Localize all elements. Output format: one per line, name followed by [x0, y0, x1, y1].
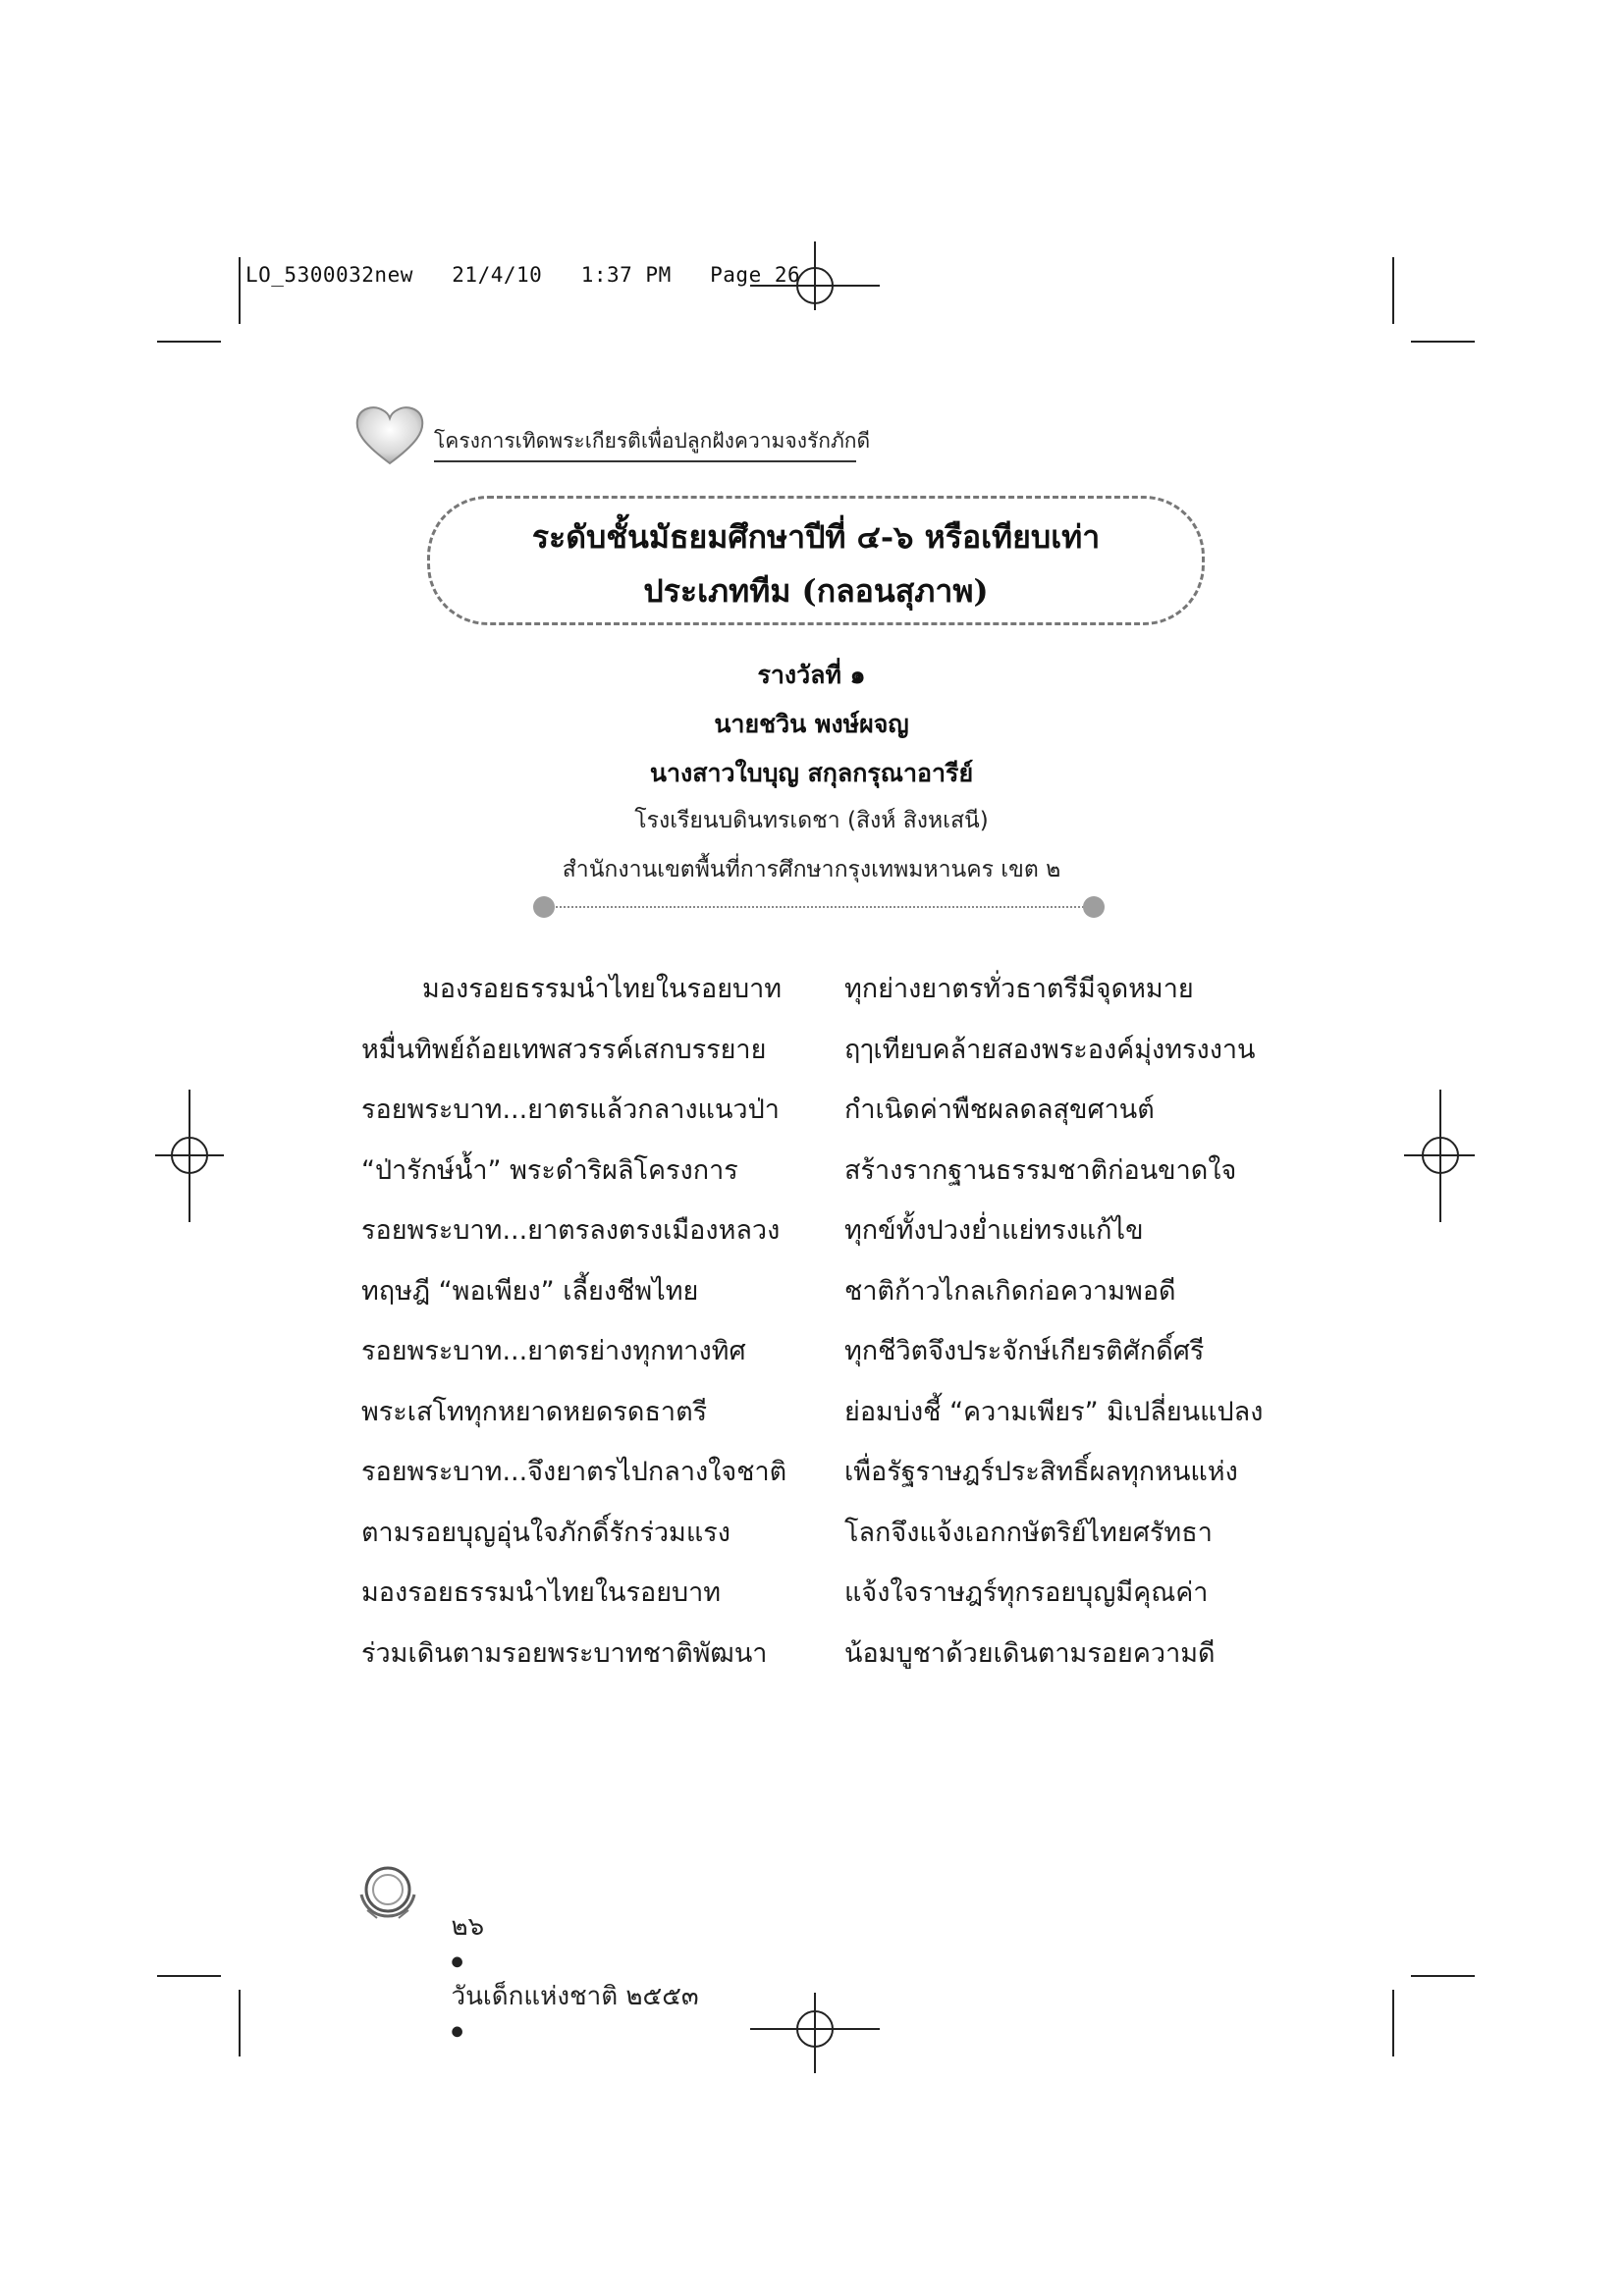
crop-mark-bottom-left-v [239, 1990, 241, 2056]
poem-line: มองรอยธรรมนำไทยในรอยบาท [422, 974, 783, 1004]
poem-line: ตามรอยบุญอุ่นใจภักดิ์รักร่วมแรง [361, 1517, 730, 1548]
poem-line: ทฤษฎี “พอเพียง” เลี้ยงชีพไทย [361, 1275, 699, 1307]
crop-mark-bottom-left-h [157, 1975, 221, 1977]
title-line-1: ระดับชั้นมัธยมศึกษาปีที่ ๔-๖ หรือเทียบเท่า [531, 518, 1101, 556]
poem-line: “ป่ารักษ์น้ำ” พระดำริผลิโครงการ [361, 1154, 738, 1186]
author-1: นายชวิน พงษ์ผจญ [714, 710, 909, 738]
divider-dot-right [1083, 896, 1105, 918]
poem-line: ย่อมบ่งชี้ “ความเพียร” มิเปลี่ยนแปลง [844, 1396, 1264, 1427]
header-rule [434, 460, 856, 462]
poem-line: รอยพระบาท...ยาตรแล้วกลางแนวป่า [361, 1095, 780, 1125]
award-rank: รางวัลที่ ๑ [757, 661, 866, 689]
poem-line: ทุกข์ทั้งปวงย่ำแย่ทรงแก้ไข [844, 1215, 1144, 1246]
registration-mark-bottom-icon [750, 1993, 880, 2073]
school-name: โรงเรียนบดินทรเดชา (สิงห์ สิงหเสนี) [634, 808, 989, 833]
registration-mark-right-icon [1404, 1090, 1475, 1222]
poem-line: มองรอยธรรมนำไทยในรอยบาท [361, 1577, 722, 1608]
footer-bullet-2: ● [451, 2023, 463, 2040]
education-office: สำนักงานเขตพื้นที่การศึกษากรุงเทพมหานคร เขต ๒ [562, 857, 1061, 882]
project-label: โครงการเทิดพระเกียรติเพื่อปลูกฝังความจงรักภักดี [434, 429, 871, 453]
registration-mark-top-icon [750, 241, 880, 310]
divider [545, 906, 1095, 908]
crop-mark-top-left-v [239, 257, 241, 324]
crop-mark-bottom-right-v [1392, 1990, 1394, 2056]
poem-line: น้อมบูชาด้วยเดินตามรอยความดี [844, 1637, 1216, 1669]
crop-mark-top-right-v [1392, 257, 1394, 324]
registration-mark-left-icon [155, 1090, 224, 1222]
poem-line: พระเสโททุกหยาดหยดรดธาตรี [361, 1396, 708, 1427]
poem-line: ทุกชีวิตจึงประจักษ์เกียรติศักดิ์ศรี [844, 1336, 1205, 1366]
poem-line: กำเนิดค่าพืชผลดลสุขศานต์ [844, 1095, 1155, 1125]
author-2: นางสาวใบบุญ สกุลกรุณาอารีย์ [649, 759, 974, 787]
poem-line: แจ้งใจราษฎร์ทุกรอยบุญมีคุณค่า [844, 1577, 1209, 1608]
poem-line: สร้างรากฐานธรรมชาติก่อนขาดใจ [844, 1154, 1237, 1186]
poem-line: รอยพระบาท...ยาตรย่างทุกทางทิศ [361, 1336, 746, 1366]
footer-title: วันเด็กแห่งชาติ ๒๕๕๓ [451, 1982, 699, 2011]
poem-line: โลกจึงแจ้งเอกกษัตริย์ไทยศรัทธา [844, 1517, 1213, 1548]
page-number: ๒๖ [451, 1912, 485, 1942]
crop-mark-top-right-h [1411, 341, 1475, 343]
poem-line: หมื่นทิพย์ถ้อยเทพสวรรค์เสกบรรยาย [361, 1034, 767, 1065]
page-footer [435, 1877, 699, 2046]
printer-slug: LO_5300032new 21/4/10 1:37 PM Page 26 [245, 263, 801, 287]
poem-line: ฤๅเทียบคล้ายสองพระองค์มุ่งทรงงาน [844, 1034, 1256, 1065]
poem-line: ทุกย่างยาตรทั่วธาตรีมีจุดหมาย [844, 974, 1194, 1004]
crop-mark-top-left-h [157, 341, 221, 343]
poem-line: ร่วมเดินตามรอยพระบาทชาติพัฒนา [361, 1637, 768, 1669]
heart-icon [353, 402, 426, 467]
poem-line: รอยพระบาท...ยาตรลงตรงเมืองหลวง [361, 1215, 781, 1246]
poem-line: ชาติก้าวไกลเกิดก่อความพอดี [844, 1275, 1176, 1307]
poem-line: เพื่อรัฐราษฎร์ประสิทธิ์ผลทุกหนแห่ง [844, 1457, 1238, 1487]
footer-bullet-1: ● [451, 1953, 463, 1970]
poem-line: รอยพระบาท...จึงยาตรไปกลางใจชาติ [361, 1457, 787, 1487]
divider-dot-left [533, 896, 555, 918]
crop-mark-bottom-right-h [1411, 1975, 1475, 1977]
title-line-2: ประเภททีม (กลอนสุภาพ) [643, 572, 989, 610]
wreath-logo-icon [353, 1861, 422, 1922]
